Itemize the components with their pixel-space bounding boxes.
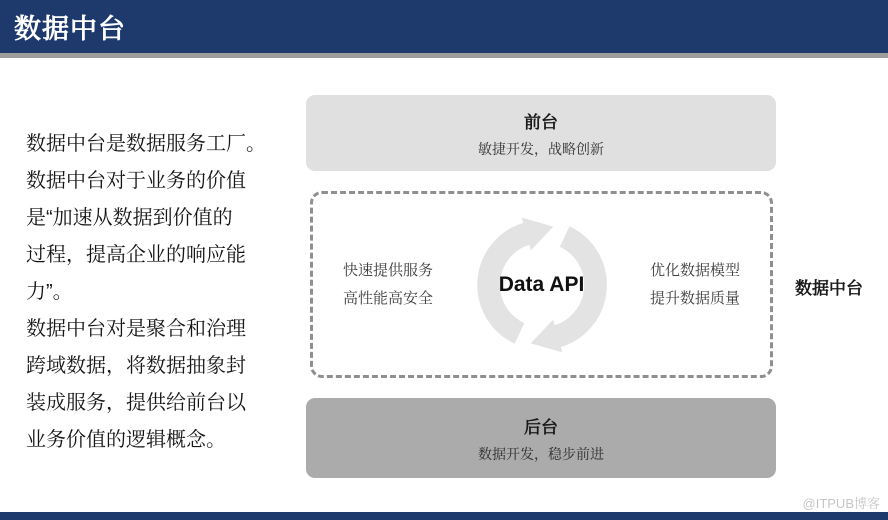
back-stage-title: 后台 xyxy=(524,417,558,437)
intro-line: 数据中台对于业务的价值 xyxy=(26,170,246,192)
front-stage-box xyxy=(306,95,776,171)
data-platform-panel xyxy=(310,191,773,378)
platform-right-line: 优化数据模型 xyxy=(649,261,740,279)
intro-line: 数据中台对是聚合和治理 xyxy=(26,318,246,340)
back-stage-subtitle: 数据开发，稳步前进 xyxy=(478,445,604,462)
front-stage-title: 前台 xyxy=(524,112,558,132)
intro-line: 跨域数据，将数据抽象封 xyxy=(26,355,246,377)
intro-line: 装成服务，提供给前台以 xyxy=(26,392,246,414)
data-platform-side-label: 数据中台 xyxy=(795,279,863,298)
platform-left-line: 高性能高安全 xyxy=(343,289,434,307)
platform-left-line: 快速提供服务 xyxy=(343,261,434,279)
front-stage-subtitle: 敏捷开发，战略创新 xyxy=(478,140,604,157)
watermark: @ITPUB博客 xyxy=(802,496,880,511)
intro-line: 过程，提高企业的响应能 xyxy=(26,244,246,266)
page-title: 数据中台 xyxy=(14,14,126,44)
platform-left-text xyxy=(343,257,433,313)
platform-right-text xyxy=(650,257,740,313)
intro-text xyxy=(26,126,296,459)
platform-right-line: 提升数据质量 xyxy=(649,289,740,307)
title-bar xyxy=(0,0,888,58)
intro-line: 是“加速从数据到价值的 xyxy=(26,207,233,229)
data-api-cycle xyxy=(459,204,625,366)
data-api-label: Data API xyxy=(498,272,585,296)
intro-line: 业务价值的逻辑概念。 xyxy=(26,429,226,451)
back-stage-box xyxy=(306,398,776,478)
intro-line: 数据中台是数据服务工厂。 xyxy=(26,133,266,155)
footer-bar xyxy=(0,512,888,520)
intro-line: 力”。 xyxy=(26,281,73,303)
